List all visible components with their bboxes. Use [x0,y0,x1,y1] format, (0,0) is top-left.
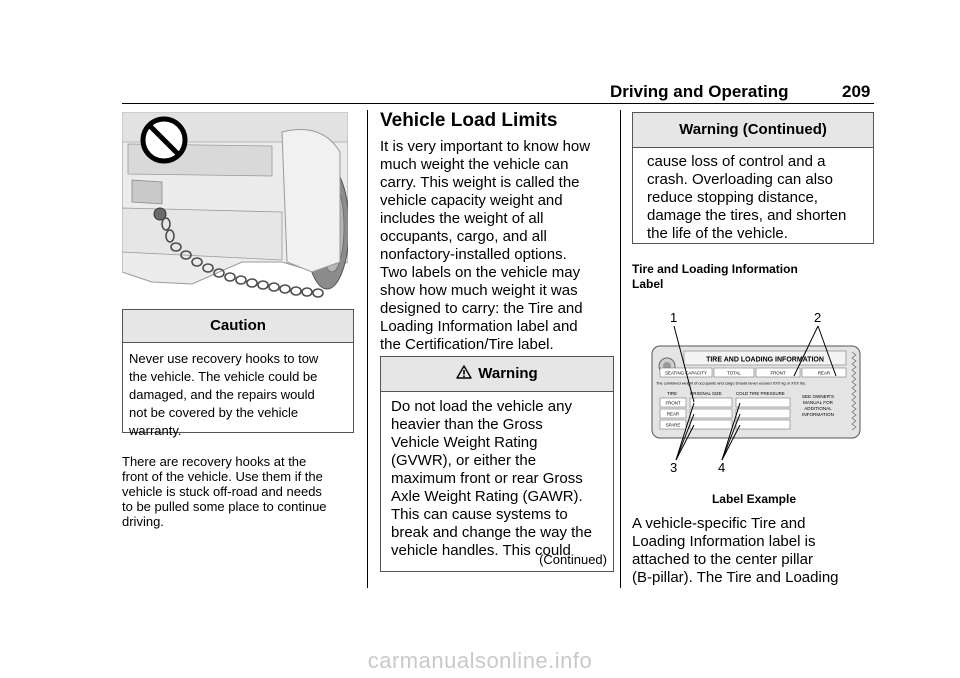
callout-number: 1 [670,310,678,325]
diagram-row-label: FRONT [665,400,681,406]
paragraph-line: (B-pillar). The Tire and Loading [632,569,839,586]
warning-header [381,357,613,392]
diagram-cell: REAR [817,370,831,376]
header-rule [122,103,874,104]
diagram-header: COLD TIRE PRESSURE [736,391,785,396]
paragraph-line: There are recovery hooks at the [122,454,307,469]
diagram-cell: FRONT [770,370,786,376]
paragraph-line: A vehicle-specific Tire and [632,515,806,532]
warning-line: (GVWR), or either the [391,452,537,469]
warning-line: reduce stopping distance, [647,189,818,206]
warning-continued-title: Warning (Continued) [633,113,873,148]
paragraph-line: nonfactory-installed options. [380,246,567,263]
tire-loading-label-diagram [640,306,868,478]
diagram-side-note: INFORMATION [802,412,834,417]
recovery-hooks-paragraph [122,454,358,529]
caution-line: Never use recovery hooks to tow [129,351,319,366]
caution-line: not be covered by the vehicle [129,405,299,420]
paragraph-line: the Certification/Tire label. [380,336,554,353]
paragraph-line: Loading Information label and [380,318,578,335]
warning-line: break and change the way the [391,524,592,541]
diagram-label-title: TIRE AND LOADING INFORMATION [706,356,824,364]
warning-line: crash. Overloading can also [647,171,833,188]
section-heading: Vehicle Load Limits [380,110,558,131]
caution-text [123,343,353,440]
caution-title: Caution [123,310,353,343]
paragraph-line: much weight the vehicle can [380,156,569,173]
warning-line: the life of the vehicle. [647,225,788,242]
warning-line: This can cause systems to [391,506,568,523]
paragraph-line: to be pulled some place to continue [122,499,327,514]
subheading [632,262,852,292]
diagram-header: TIRE [667,391,678,396]
diagram-side-note: ADDITIONAL [804,406,832,411]
load-limits-paragraph [380,138,612,354]
paragraph-line: driving. [122,514,164,529]
column-divider [620,110,621,588]
subheading-line: Tire and Loading Information [632,262,798,276]
paragraph-line: attached to the center pillar [632,551,813,568]
warning-triangle-icon [456,365,472,379]
warning-continued-text [633,148,873,243]
page-number: 209 [842,82,871,101]
warning-title: Warning [478,365,538,382]
section-title: Driving and Operating [610,82,789,101]
watermark: carmanualsonline.info [367,648,593,673]
warning-line: heavier than the Gross [391,416,543,433]
diagram-row-label: SPARE [665,422,681,428]
paragraph-line: occupants, cargo, and all [380,228,547,245]
warning-line: damage the tires, and shorten [647,207,847,224]
warning-text [381,392,613,560]
paragraph-line: Loading Information label is [632,533,816,550]
paragraph-line: It is very important to know how [380,138,591,155]
diagram-side-note: SEE OWNER'S [801,394,835,399]
warning-line: vehicle handles. This could [391,542,571,559]
subheading-line: Label [632,277,664,291]
diagram-header: ORIGINAL SIZE [690,391,722,396]
caution-line: damaged, and the repairs would [129,387,315,402]
callout-number: 4 [718,460,726,475]
label-location-paragraph [632,515,868,587]
continued-note: (Continued) [539,552,607,567]
diagram-note: The combined weight of occupants and cargo should never exceed XXX kg or XXX lbs. [656,380,807,386]
column-divider [367,110,368,588]
callout-number: 2 [814,310,822,325]
diagram-row-label: REAR [666,411,680,417]
warning-line: Vehicle Weight Rating [391,434,538,451]
paragraph-line: show how much weight it was [380,282,578,299]
caution-line: warranty. [129,423,182,438]
paragraph-line: vehicle capacity weight and [380,192,563,209]
diagram-cell: TOTAL [727,370,741,376]
warning-line: maximum front or rear Gross [391,470,583,487]
caution-line: the vehicle. The vehicle could be [129,369,318,384]
diagram-cell: SEATING CAPACITY [665,370,707,376]
paragraph-line: includes the weight of all [380,210,544,227]
warning-line: Axle Weight Rating (GAWR). [391,488,583,505]
paragraph-line: vehicle is stuck off-road and needs [122,484,322,499]
warning-box [380,356,614,572]
paragraph-line: front of the vehicle. Use them if the [122,469,323,484]
warning-continued-box [632,112,874,244]
figure-caption: Label Example [711,492,797,506]
caution-box [122,309,354,438]
diagram-side-note: MANUAL FOR [803,400,833,405]
no-symbol-tow-chain-illustration [122,112,348,300]
paragraph-line: designed to carry: the Tire and [380,300,583,317]
warning-line: cause loss of control and a [647,153,826,170]
warning-line: Do not load the vehicle any [391,398,572,415]
callout-number: 3 [670,460,678,475]
paragraph-line: carry. This weight is called the [380,174,580,191]
paragraph-line: Two labels on the vehicle may [380,264,581,281]
